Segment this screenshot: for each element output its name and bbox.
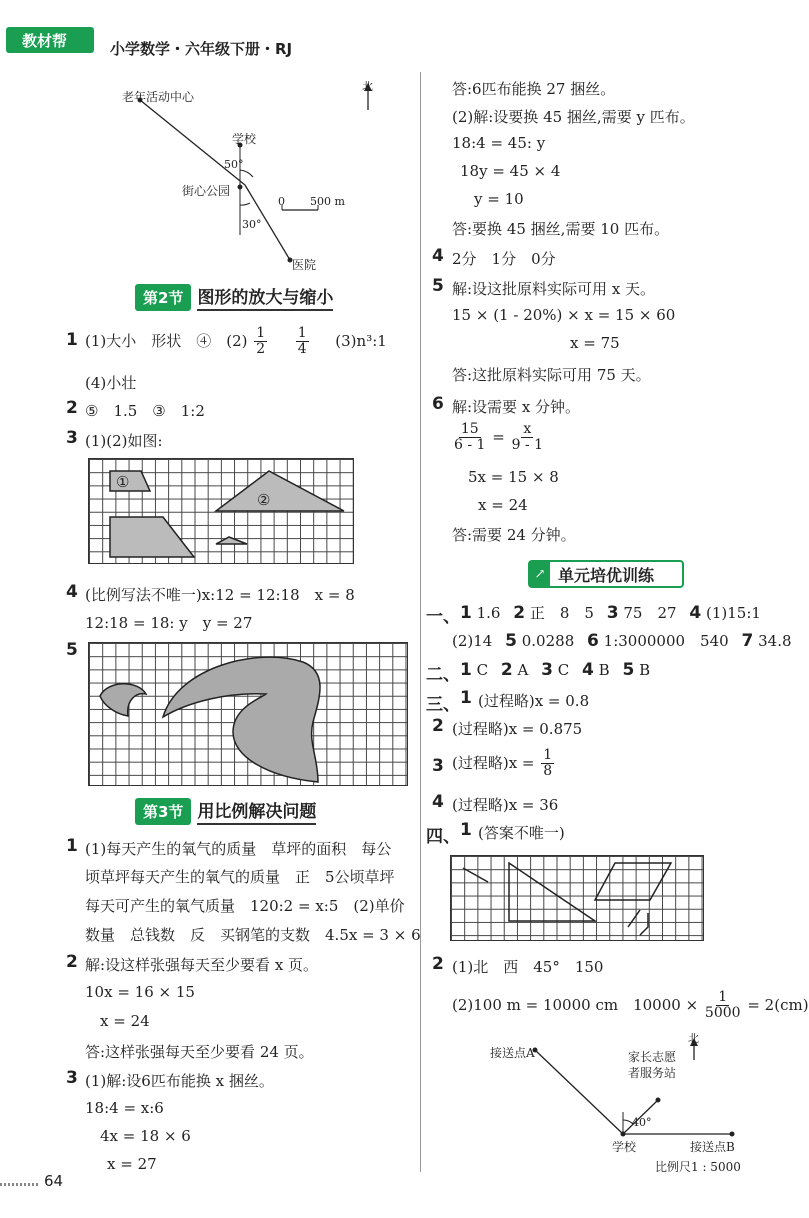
u2-q3-answer: C (557, 661, 570, 679)
u3-q4-number: 4 (432, 792, 444, 812)
map1-scale-0: 0 (278, 195, 285, 208)
s3-q2-number: 2 (66, 952, 78, 972)
u1-q4-answer: (1)15:1 (705, 604, 761, 622)
s3-q4-number: 4 (432, 246, 444, 266)
u2-label: 二、 (426, 665, 460, 685)
u1-q2-number: 2 (513, 603, 526, 623)
s3-q1-line4: 数量 总钱数 反 买钢笔的支数 4.5x = 3 × 6 (85, 926, 421, 944)
s3-q1-line1: (1)每天产生的氧气的质量 草坪的面积 每公 (85, 840, 392, 858)
u2-q1-number: 1 (460, 660, 472, 680)
map1-hospital: 医院 (292, 258, 317, 272)
s3-q1-number: 1 (66, 836, 78, 856)
section3-title: 用比例解决问题 (197, 797, 316, 825)
s3-q3-line4: x = 27 (107, 1155, 157, 1173)
u2-q5-number: 5 (622, 660, 635, 680)
u3-q1-text: (过程略)x = 0.8 (478, 692, 590, 710)
section3-heading (135, 798, 316, 824)
s2-q4-number: 4 (66, 582, 78, 602)
column-divider (420, 72, 421, 1172)
s3-q3-line8: 18y = 45 × 4 (460, 162, 561, 180)
u4-q1-number: 1 (460, 820, 472, 840)
u2-q4-number: 4 (582, 660, 594, 680)
s2-q2-number: 2 (66, 398, 78, 418)
u1-label: 一、 (426, 607, 460, 627)
s2-q1-number: 1 (66, 330, 78, 350)
u3-q3-number: 3 (432, 756, 444, 776)
header-title: 小学数学・六年级下册・RJ (110, 40, 293, 58)
s3-q6-line4: x = 24 (478, 496, 528, 514)
u4-label: 四、 (426, 827, 460, 847)
u1-q5-answer: 0.0288 (521, 632, 575, 650)
s2-q3-text: (1)(2)如图: (85, 432, 163, 450)
u2-q1-answer: C (476, 661, 489, 679)
s3-q2-line1: 解:设这样张强每天至少要看 x 页。 (85, 956, 319, 974)
map1-elder-center: 老年活动中心 (122, 90, 195, 104)
u1-q1-number: 1 (460, 603, 472, 623)
s2-q1-line (85, 326, 387, 358)
section2-heading (135, 284, 333, 310)
s2-q4-line1: (比例写法不唯一)x:12 = 12:18 x = 8 (85, 586, 355, 604)
u4-q2-number: 2 (432, 954, 444, 974)
u2-q2-answer: A (517, 661, 529, 679)
map2-angle: 40° (632, 1116, 652, 1129)
map1-angle2: 30° (242, 218, 262, 231)
s3-q5-line4: 答:这批原料实际可用 75 天。 (452, 366, 651, 384)
u4-q2-part-b: (2)100 m = 10000 cm 10000 × (452, 995, 699, 1014)
s3-q3-line7: 18:4 = 45: y (452, 134, 546, 152)
map1-scale-500: 500 m (310, 195, 345, 208)
fraction-quarter: $\frac{1}{4}$ (297, 325, 307, 358)
section2-tag: 第2节 (135, 284, 191, 311)
fraction-x-over-8: $\frac{x}{9 - 1}$ (511, 421, 544, 454)
section3-tag: 第3节 (135, 798, 191, 825)
u1-q3-number: 3 (606, 603, 619, 623)
s3-q1-line2: 顷草坪每天产生的氧气的质量 正 5公顷草坪 (85, 868, 395, 886)
s3-q3-line1: (1)解:设6匹布能换 x 捆丝。 (85, 1072, 274, 1090)
u2-q5-answer: B (639, 661, 651, 679)
s3-q5-line1: 解:设这批原料实际可用 x 天。 (452, 280, 656, 298)
s3-q3-line9: y = 10 (474, 190, 524, 208)
map2-scale: 比例尺1 : 5000 (655, 1160, 741, 1174)
s3-q3-line2: 18:4 = x:6 (85, 1099, 164, 1117)
s3-q4-text: 2分 1分 0分 (452, 250, 556, 268)
u1-row1 (460, 602, 761, 623)
section2-title: 图形的放大与缩小 (197, 283, 333, 311)
unit-heading (528, 560, 684, 588)
u3-q3-text: (过程略)x = (452, 753, 535, 772)
fraction-half: $\frac{1}{2}$ (256, 325, 266, 358)
s2-q1-part-a: (1)大小 形状 ④ (2) (85, 331, 248, 350)
fraction-one-eighth: $\frac{1}{8}$ (543, 747, 553, 780)
fraction-one-over-5000: $\frac{1}{5000}$ (704, 989, 741, 1022)
equals-sign: = (492, 427, 505, 446)
s2-q3-number: 3 (66, 428, 78, 448)
s3-q6-proportion (452, 422, 545, 454)
s3-q2-line4: 答:这样张强每天至少要看 24 页。 (85, 1043, 314, 1061)
q3-shape2-label: ② (257, 491, 271, 509)
s2-q2-text: ⑤ 1.5 ③ 1:2 (85, 402, 205, 420)
u4-q2-part-c: = 2(cm) (747, 995, 809, 1014)
u1-q4-part2: (2)14 (452, 632, 493, 650)
u4-q2-part-b-line (452, 990, 809, 1022)
map2-volunteer-line2: 者服务站 (628, 1066, 677, 1080)
u3-q4-text: (过程略)x = 36 (452, 796, 559, 814)
u3-label: 三、 (426, 695, 460, 715)
u1-q6-number: 6 (587, 631, 599, 651)
s3-q5-line2: 15 × (1 - 20%) × x = 15 × 60 (452, 306, 676, 324)
s3-q3-line5: 答:6匹布能换 27 捆丝。 (452, 80, 616, 98)
map-hospital-route (100, 75, 400, 275)
q5-spiral-shapes (88, 642, 408, 786)
s3-q3-line3: 4x = 18 × 6 (100, 1127, 191, 1145)
trend-icon: ↗ (530, 562, 550, 586)
s3-q3-line6: (2)解:设要换 45 捆丝,需要 y 匹布。 (452, 108, 695, 126)
s2-q1-part-b: (3)n³:1 (335, 331, 387, 350)
s3-q5-number: 5 (432, 276, 444, 296)
map2-point-a: 接送点A (490, 1046, 535, 1060)
u2-q4-answer: B (598, 661, 610, 679)
s3-q2-line2: 10x = 16 × 15 (85, 983, 195, 1001)
page-number: 64 (44, 1172, 64, 1190)
s3-q6-number: 6 (432, 394, 444, 414)
s2-q1-part-c: (4)小壮 (85, 374, 137, 392)
u1-q1-answer: 1.6 (476, 604, 501, 622)
map2-point-b: 接送点B (690, 1140, 735, 1154)
footer-dots (0, 1183, 40, 1186)
u1-q6-answer: 1:3000000 540 (603, 632, 729, 650)
map2-north: 北 (688, 1032, 699, 1045)
s3-q3-line10: 答:要换 45 捆丝,需要 10 匹布。 (452, 220, 670, 238)
s3-q6-line1: 解:设需要 x 分钟。 (452, 398, 581, 416)
map2-school: 学校 (612, 1140, 637, 1154)
u4-q2-part-a: (1)北 西 45° 150 (452, 958, 604, 976)
s2-q4-line2: 12:18 = 18: y y = 27 (85, 614, 253, 632)
u2-q3-number: 3 (541, 660, 553, 680)
s3-q2-line3: x = 24 (100, 1012, 150, 1030)
map1-park: 街心公园 (182, 184, 231, 198)
s3-q5-line3: x = 75 (570, 334, 620, 352)
s3-q6-line5: 答:需要 24 分钟。 (452, 526, 576, 544)
u3-q1-number: 1 (460, 688, 472, 708)
u1-q2-answer: 正 8 5 (529, 604, 594, 622)
u1-row2 (452, 630, 792, 651)
fraction-15-over-5: $\frac{15}{6 - 1}$ (454, 421, 486, 454)
map1-angle1: 50° (224, 158, 244, 171)
u1-q5-number: 5 (505, 631, 517, 651)
q3-shape1-label: ① (116, 473, 130, 491)
u3-q3-line (452, 748, 556, 780)
map2-volunteer-line1: 家长志愿 (628, 1050, 677, 1064)
s3-q3-number: 3 (66, 1068, 78, 1088)
u1-q7-number: 7 (741, 631, 754, 651)
unit-title: 单元培优训练 (558, 565, 655, 585)
u1-q4-number: 4 (689, 603, 702, 623)
u1-q7-answer: 34.8 (758, 632, 792, 650)
u2-row (460, 660, 650, 680)
u3-q2-text: (过程略)x = 0.875 (452, 720, 583, 738)
s3-q1-line3: 每天可产生的氧气质量 120:2 = x:5 (2)单价 (85, 897, 405, 915)
u1-q3-answer: 75 27 (623, 604, 677, 622)
s2-q5-number: 5 (66, 640, 78, 660)
header-badge-text: 教材帮 (22, 32, 68, 50)
map1-school: 学校 (232, 132, 257, 146)
u4-shapes (450, 855, 704, 941)
u4-q1-text: (答案不唯一) (478, 824, 565, 842)
s3-q6-line3: 5x = 15 × 8 (468, 468, 559, 486)
u2-q2-number: 2 (500, 660, 513, 680)
u3-q2-number: 2 (432, 716, 444, 736)
map1-north: 北 (362, 80, 373, 93)
